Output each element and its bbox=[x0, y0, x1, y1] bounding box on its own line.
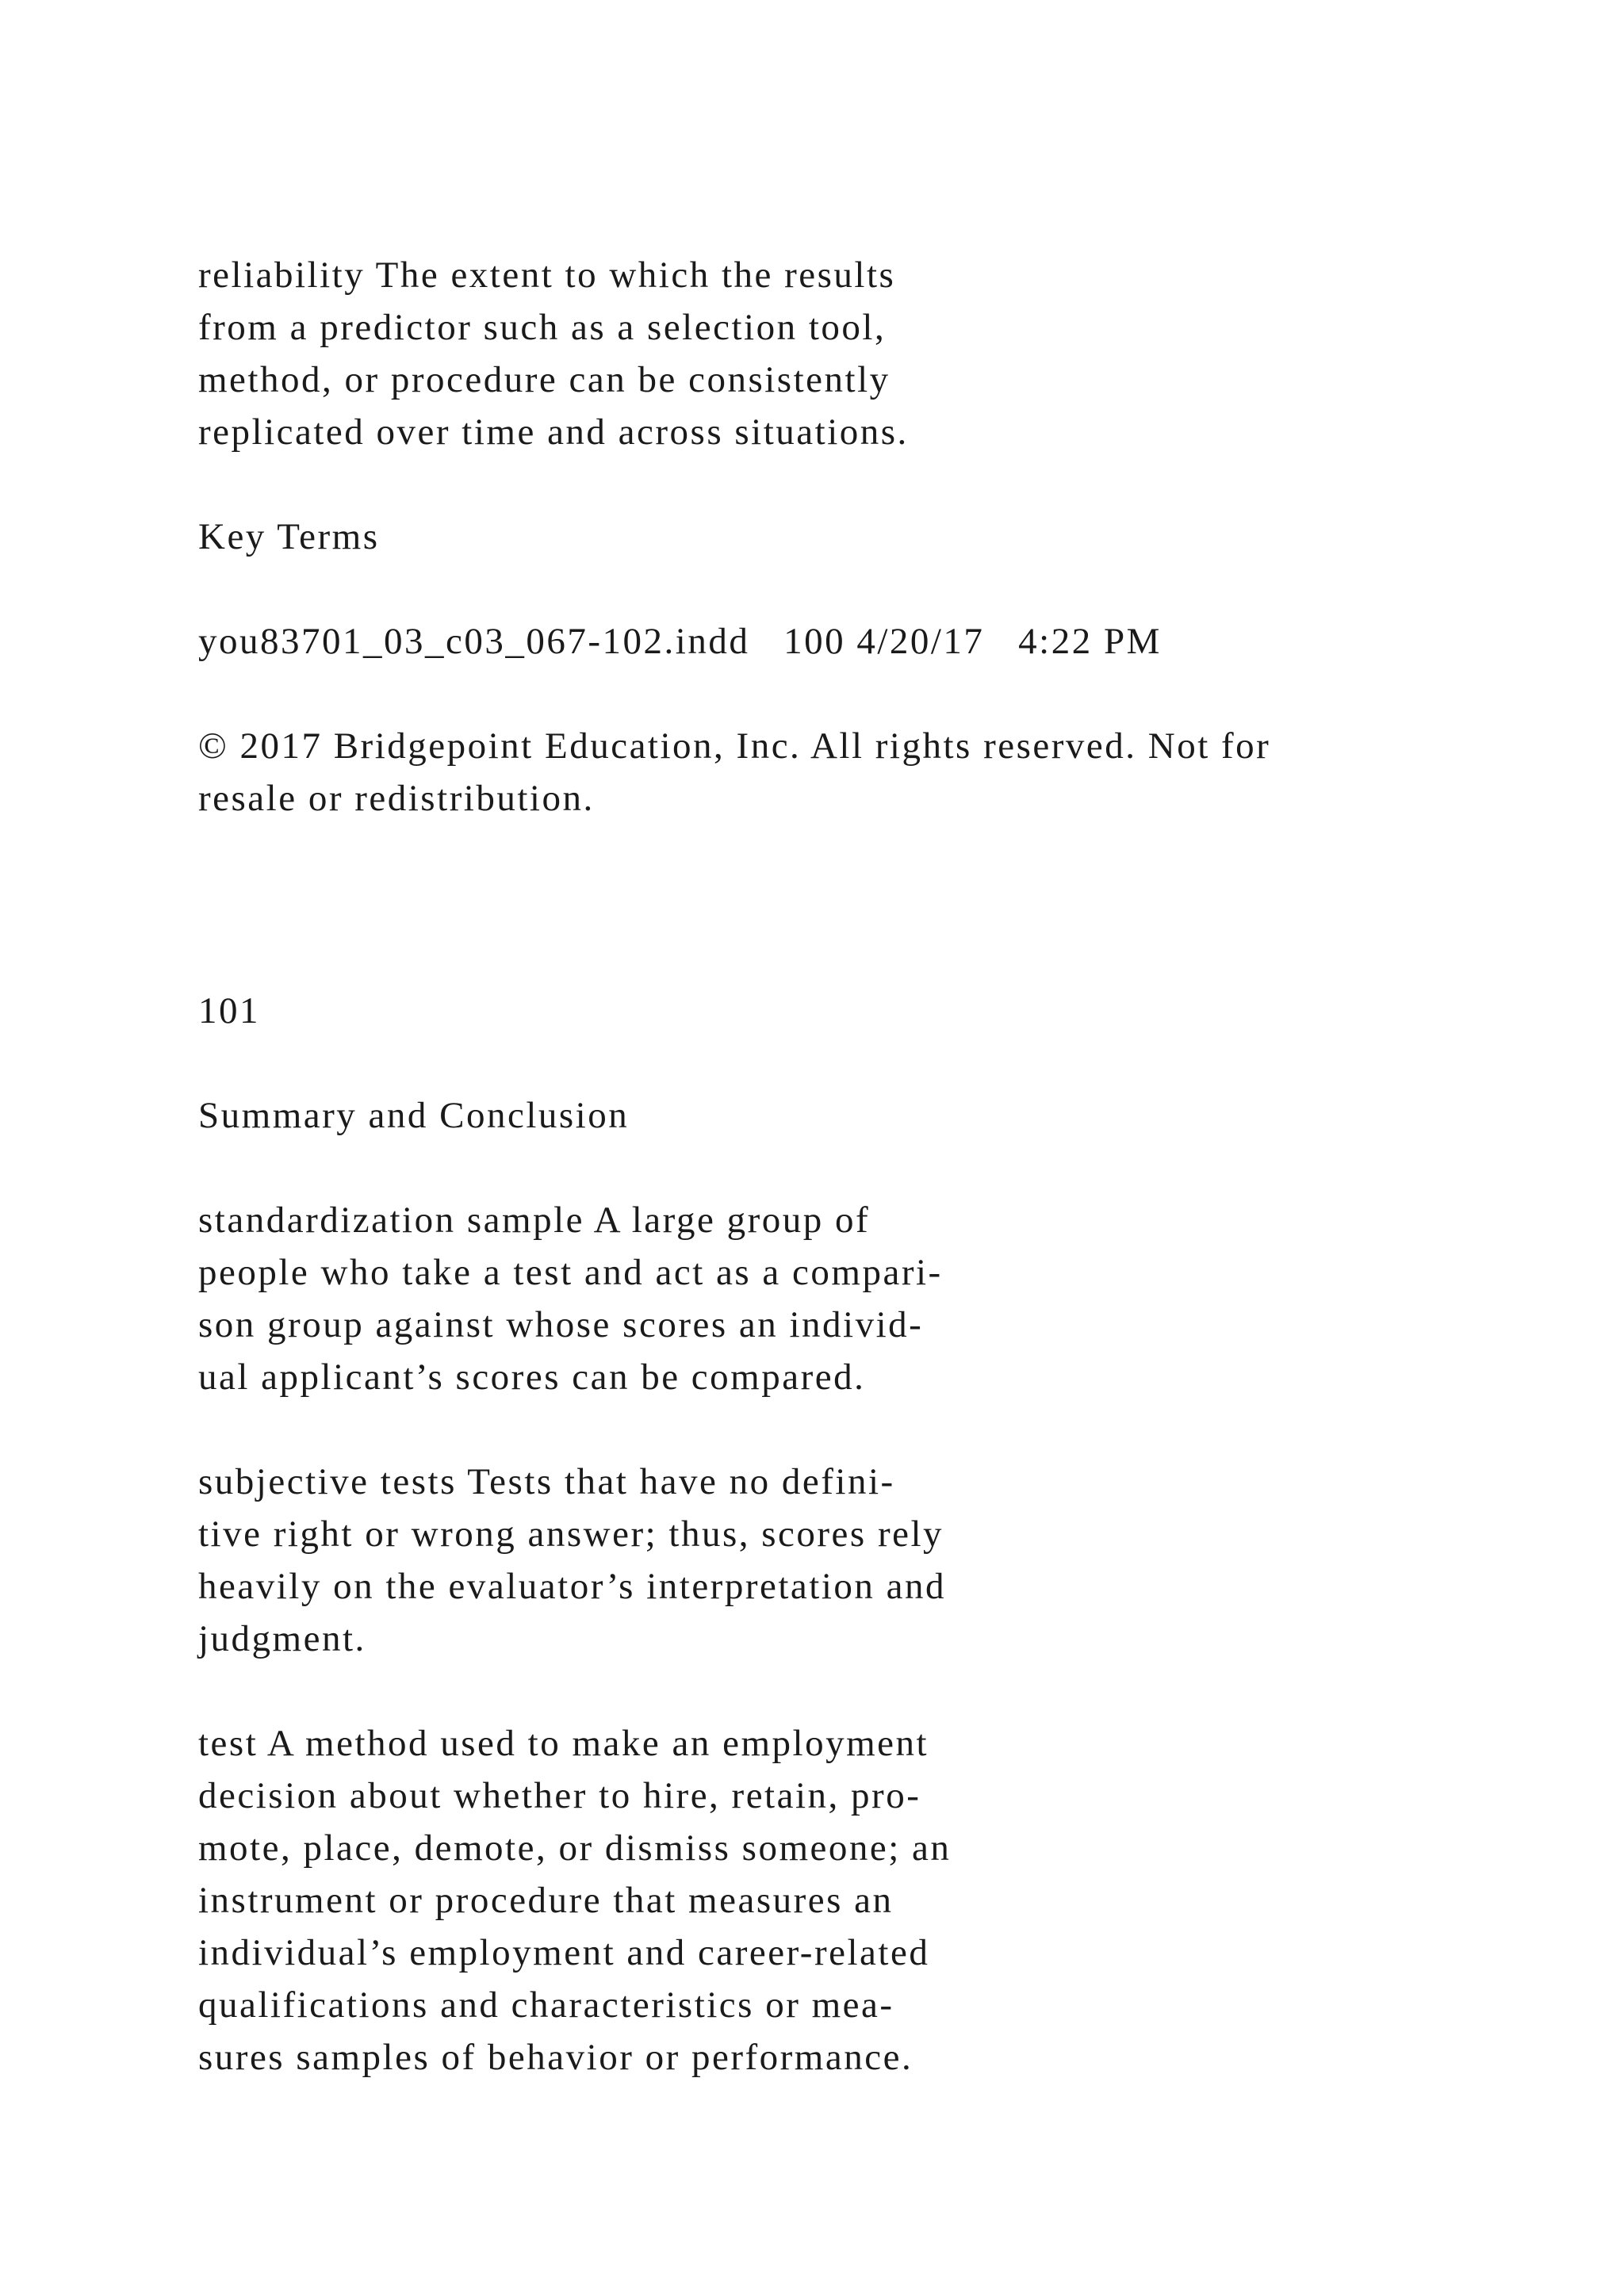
glossary-entry-subjective-tests bbox=[198, 1456, 946, 1665]
text-line: method, or procedure can be consistently bbox=[198, 359, 891, 400]
text-line: heavily on the evaluator’s interpretation and bbox=[198, 1566, 946, 1607]
glossary-entry-test bbox=[198, 1717, 951, 2084]
file-footer: you83701_03_c03_067-102.indd 100 4/20/17 4:22 PM bbox=[198, 621, 1162, 662]
key-terms-heading: Key Terms bbox=[198, 516, 380, 557]
text-line: people who take a test and act as a compari- bbox=[198, 1252, 943, 1293]
text-line: reliability The extent to which the results bbox=[198, 254, 896, 296]
text-line: sures samples of behavior or performance. bbox=[198, 2037, 914, 2078]
text-line: subjective tests Tests that have no defini- bbox=[198, 1461, 895, 1502]
text-line: resale or redistribution. bbox=[198, 778, 595, 819]
text-line: decision about whether to hire, retain, pro- bbox=[198, 1775, 921, 1816]
text-line: individual’s employment and career-related bbox=[198, 1932, 930, 1973]
glossary-entry-standardization-sample bbox=[198, 1194, 943, 1403]
text-line: replicated over time and across situations. bbox=[198, 411, 909, 453]
page-number: 101 bbox=[198, 990, 260, 1031]
text-line: test A method used to make an employment bbox=[198, 1723, 929, 1764]
text-line: © 2017 Bridgepoint Education, Inc. All rights reserved. Not for bbox=[198, 725, 1271, 767]
text-line: ual applicant’s scores can be compared. bbox=[198, 1357, 866, 1398]
text-line: mote, place, demote, or dismiss someone; an bbox=[198, 1827, 952, 1869]
text-line: judgment. bbox=[198, 1618, 366, 1659]
text-line: from a predictor such as a selection tool, bbox=[198, 307, 887, 348]
section-heading: Summary and Conclusion bbox=[198, 1095, 630, 1136]
text-line: tive right or wrong answer; thus, scores rely bbox=[198, 1513, 944, 1555]
copyright-notice bbox=[198, 720, 1270, 825]
text-line: standardization sample A large group of bbox=[198, 1200, 871, 1241]
glossary-entry-reliability bbox=[198, 249, 909, 458]
text-line: instrument or procedure that measures an bbox=[198, 1880, 894, 1921]
text-line: son group against whose scores an individ- bbox=[198, 1304, 924, 1345]
text-line: qualifications and characteristics or mea- bbox=[198, 1984, 894, 2026]
